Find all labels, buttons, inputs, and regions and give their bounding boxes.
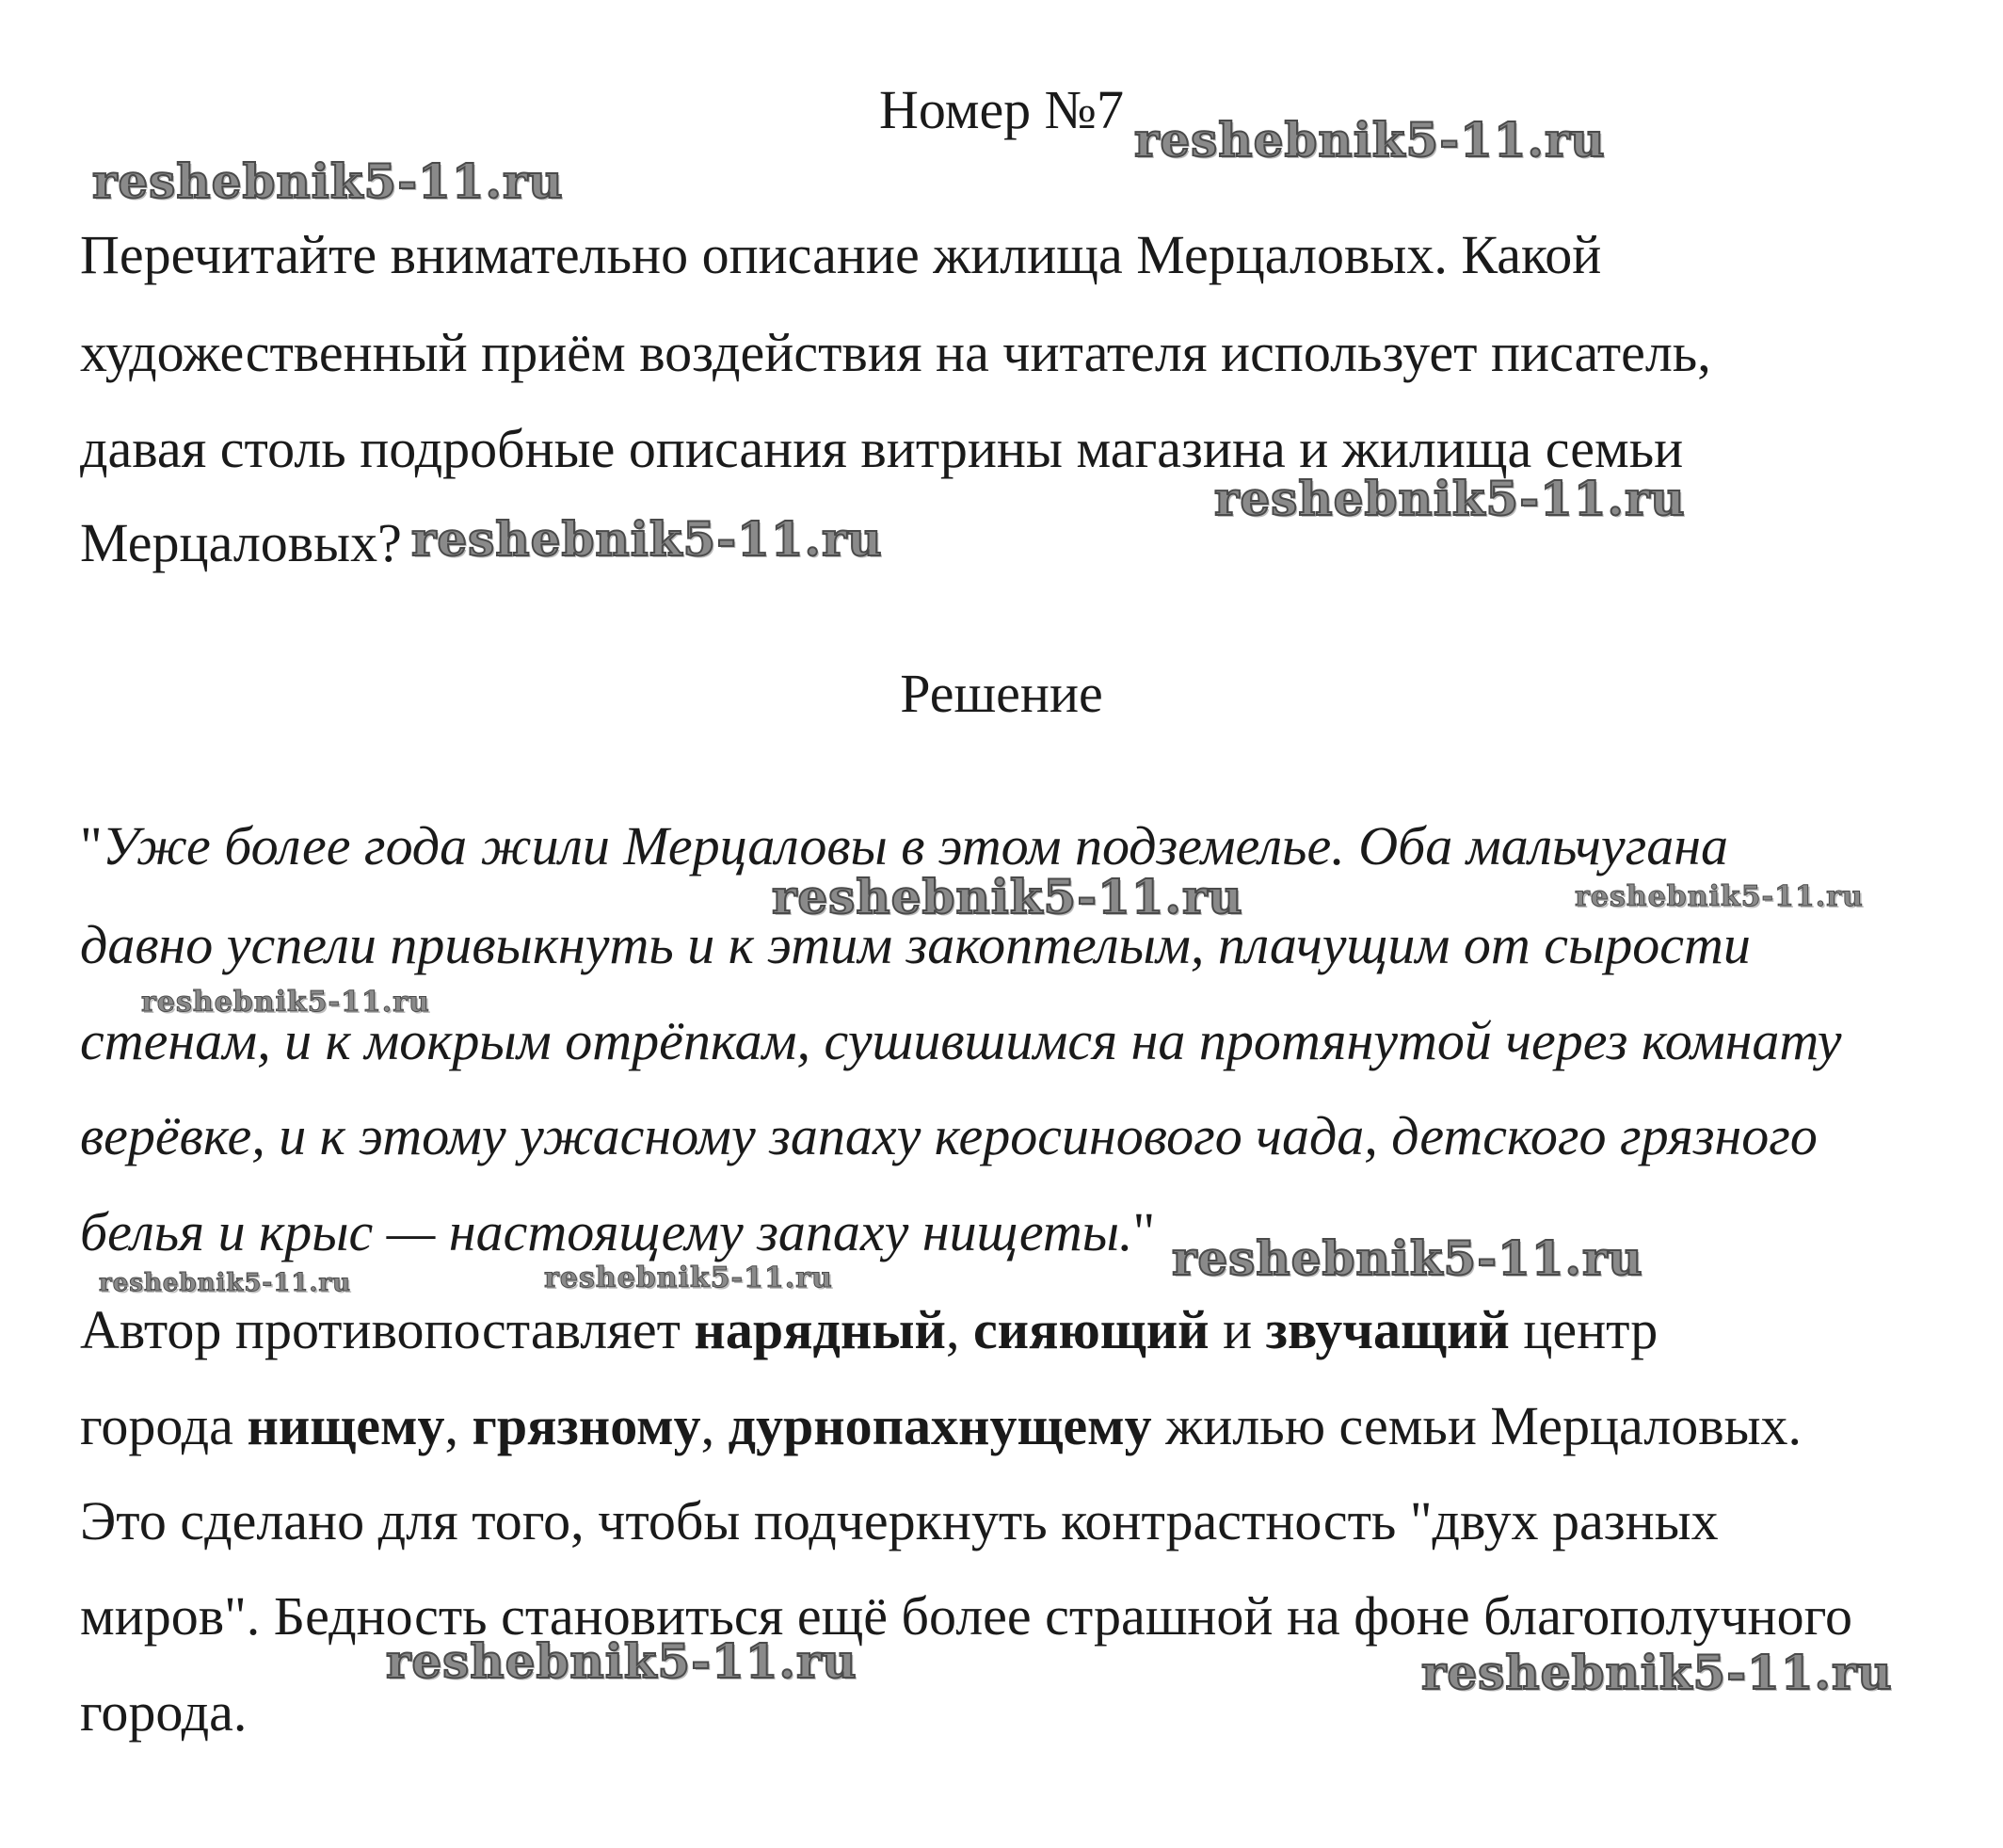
quote-line-4: верёвке, и к этому ужасному запаху керосинового чада, детского грязного xyxy=(80,1105,1818,1166)
quote-text-1: Уже более года жили Мерцаловы в этом подземелье. Оба мальчугана xyxy=(102,815,1729,876)
watermark: reshebnik5-11.ru xyxy=(772,869,1243,924)
watermark: reshebnik5-11.ru xyxy=(386,1633,857,1689)
question-line-2: художественный приём воздействия на читателя использует писатель, xyxy=(80,322,1711,383)
answer-text: и xyxy=(1209,1299,1266,1360)
watermark: reshebnik5-11.ru xyxy=(1421,1645,1893,1700)
answer-text: , xyxy=(700,1395,729,1456)
watermark: reshebnik5-11.ru xyxy=(1172,1230,1643,1286)
answer-line-3: Это сделано для того, чтобы подчеркнуть контрастность "двух разных xyxy=(80,1490,1719,1551)
answer-text: города xyxy=(80,1395,248,1456)
watermark: reshebnik5-11.ru xyxy=(1214,471,1686,526)
quote-line-5 xyxy=(80,1201,1156,1262)
quote-line-1 xyxy=(80,815,1729,876)
quote-line-2: давно успели привыкнуть и к этим закоптелым, плачущим от сырости xyxy=(80,914,1751,975)
watermark: reshebnik5-11.ru xyxy=(141,986,430,1019)
quote-line-3: стенам, и к мокрым отрёпкам, сушившимся на протянутой через комнату xyxy=(80,1010,1842,1071)
quote-open-mark: " xyxy=(80,815,103,876)
answer-line-4: миров". Бедность становиться ещё более страшной на фоне благополучного xyxy=(80,1585,1852,1647)
watermark: reshebnik5-11.ru xyxy=(99,1269,352,1297)
answer-bold-word: грязному xyxy=(472,1395,701,1456)
answer-text: , xyxy=(444,1395,473,1456)
answer-text: , xyxy=(945,1299,973,1360)
answer-line-2 xyxy=(80,1395,1803,1456)
question-line-4: Мерцаловых? xyxy=(80,512,402,573)
answer-text: жилью семьи Мерцаловых. xyxy=(1151,1395,1803,1456)
watermark: reshebnik5-11.ru xyxy=(1134,112,1606,168)
watermark: reshebnik5-11.ru xyxy=(411,511,883,567)
answer-bold-word: дурнопахнущему xyxy=(728,1395,1152,1456)
question-line-3: давая столь подробные описания витрины магазина и жилища семьи xyxy=(80,418,1684,479)
answer-bold-word: нарядный xyxy=(694,1299,946,1360)
quote-text-5: белья и крыс — настоящему запаху нищеты. xyxy=(80,1201,1133,1262)
quote-close-mark: " xyxy=(1132,1201,1156,1262)
question-line-1: Перечитайте внимательно описание жилища Мерцаловых. Какой xyxy=(80,224,1602,285)
solution-heading: Решение xyxy=(900,663,1103,724)
page-title: Номер №7 xyxy=(878,79,1125,140)
answer-bold-word: нищему xyxy=(247,1395,445,1456)
answer-line-5: города. xyxy=(80,1681,248,1743)
watermark: reshebnik5-11.ru xyxy=(544,1261,833,1294)
answer-text: Автор противопоставляет xyxy=(80,1299,695,1360)
watermark: reshebnik5-11.ru xyxy=(1575,880,1864,913)
watermark: reshebnik5-11.ru xyxy=(92,153,564,209)
answer-line-1 xyxy=(80,1299,1658,1360)
answer-bold-word: звучащий xyxy=(1265,1299,1510,1360)
answer-bold-word: сияющий xyxy=(972,1299,1210,1360)
answer-text: центр xyxy=(1509,1299,1658,1360)
